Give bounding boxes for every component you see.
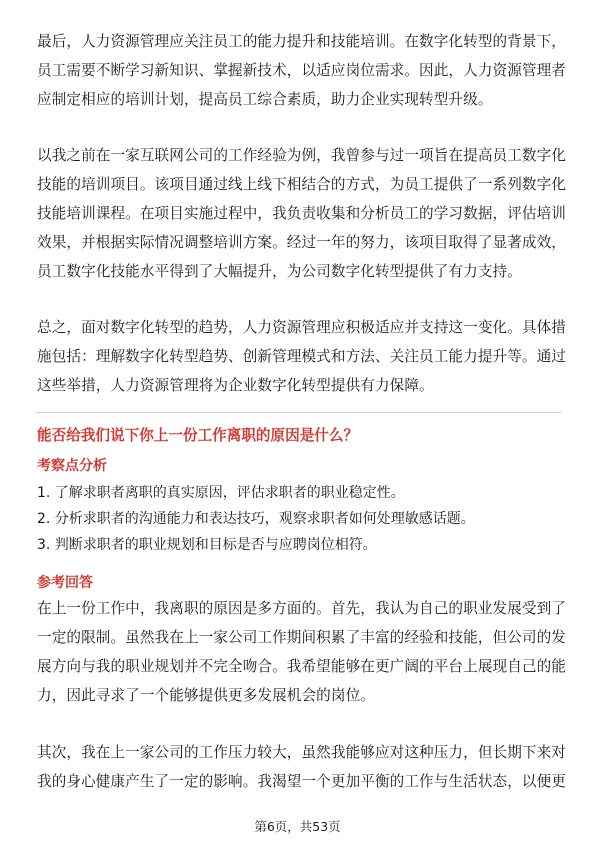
paragraph-line: 施包括：理解数字化转型趋势、创新管理模式和方法、关注员工能力提升等。通过 <box>37 348 566 365</box>
analysis-list <box>37 480 475 558</box>
answer-paragraph <box>37 738 566 796</box>
paragraph-line: 技能培训课程。在项目实施过程中，我负责收集和分析员工的学习数据，评估培训 <box>37 205 566 222</box>
paragraph-summary <box>37 313 566 400</box>
paragraph-line: 员工数字化技能水平得到了大幅提升，为公司数字化转型提供了有力支持。 <box>37 263 522 280</box>
paragraph-line: 我的身心健康产生了一定的影响。我渴望一个更加平衡的工作与生活状态，以便更 <box>37 773 566 790</box>
paragraph-line: 力，因此寻求了一个能够提供更多发展机会的岗位。 <box>37 687 375 704</box>
paragraph-line: 这些举措，人力资源管理将为企业数字化转型提供有力保障。 <box>37 377 434 394</box>
page-number: 第6页，共53页 <box>254 819 341 834</box>
paragraph-line: 在上一份工作中，我离职的原因是多方面的。首先，我认为自己的职业发展受到了 <box>37 600 566 617</box>
answer-heading: 参考回答 <box>37 575 93 591</box>
answer-paragraph <box>37 594 566 710</box>
list-item: 1. 了解求职者离职的真实原因，评估求职者的职业稳定性。 <box>37 485 405 501</box>
paragraph-training <box>37 27 566 114</box>
analysis-heading: 考察点分析 <box>37 458 107 474</box>
list-item: 2. 分析求职者的沟通能力和表达技巧，观察求职者如何处理敏感话题。 <box>37 511 475 527</box>
paragraph-line: 其次，我在上一家公司的工作压力较大，虽然我能够应对这种压力，但长期下来对 <box>37 744 566 761</box>
paragraph-line: 员工需要不断学习新知识、掌握新技术，以适应岗位需求。因此，人力资源管理者 <box>37 62 566 79</box>
interview-question: 能否给我们说下你上一份工作离职的原因是什么？ <box>37 427 359 444</box>
paragraph-line: 技能的培训项目。该项目通过线上线下相结合的方式，为员工提供了一系列数字化 <box>37 176 566 193</box>
paragraph-line: 一定的限制。虽然我在上一家公司工作期间积累了丰富的经验和技能，但公司的发 <box>37 629 566 646</box>
section-divider <box>35 412 561 413</box>
paragraph-line: 以我之前在一家互联网公司的工作经验为例，我曾参与过一项旨在提高员工数字化 <box>37 147 566 164</box>
paragraph-line: 最后，人力资源管理应关注员工的能力提升和技能培训。在数字化转型的背景下， <box>37 33 566 50</box>
paragraph-line: 展方向与我的职业规划并不完全吻合。我希望能够在更广阔的平台上展现自己的能 <box>37 658 566 675</box>
paragraph-line: 应制定相应的培训计划，提高员工综合素质，助力企业实现转型升级。 <box>37 91 493 108</box>
paragraph-line: 效果，并根据实际情况调整培训方案。经过一年的努力，该项目取得了显著成效， <box>37 234 566 251</box>
paragraph-experience <box>37 141 566 286</box>
paragraph-line: 总之，面对数字化转型的趋势，人力资源管理应积极适应并支持这一变化。具体措 <box>37 319 566 336</box>
list-item: 3. 判断求职者的职业规划和目标是否与应聘岗位相符。 <box>37 537 377 553</box>
